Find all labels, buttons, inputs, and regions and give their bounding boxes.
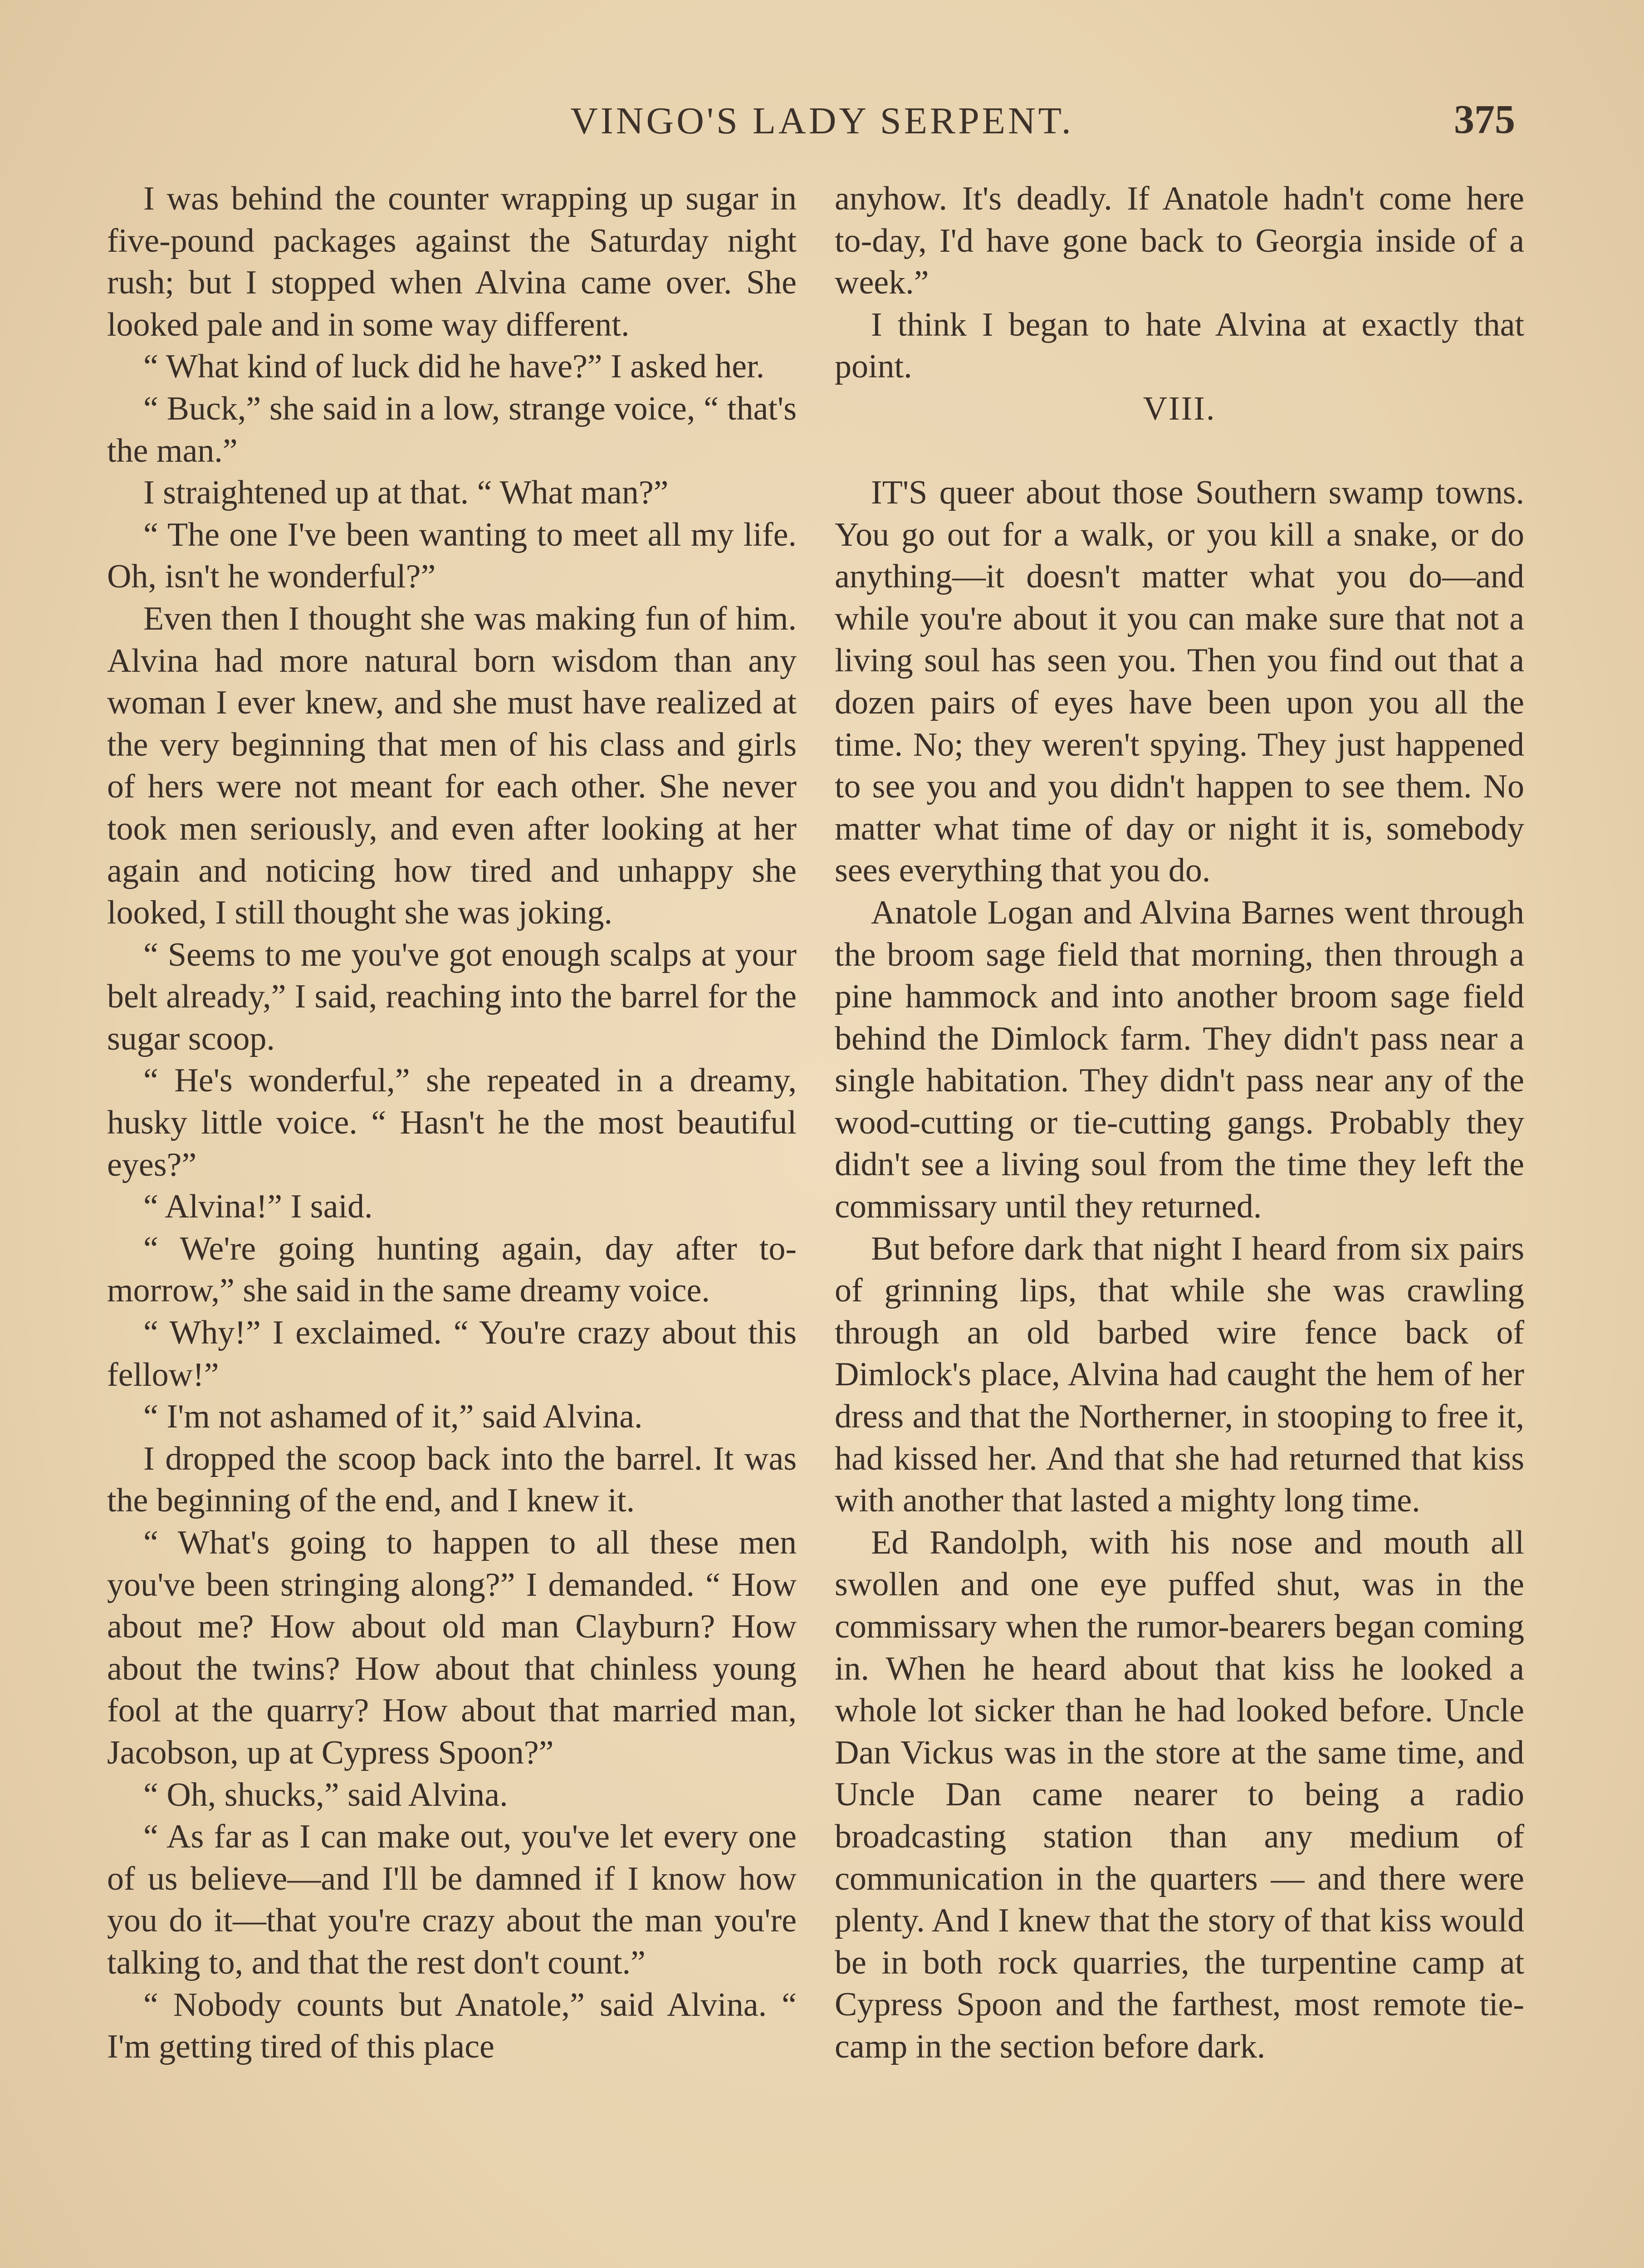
paragraph: “ We're going hunting again, day after to-morrow,” she said in the same dreamy voice. [107, 1230, 797, 1310]
paragraph: “ Why!” I exclaimed. “ You're crazy about this fellow!” [107, 1314, 797, 1393]
paragraph: “ Alvina!” I said. [143, 1188, 373, 1226]
paragraph: “ As far as I can make out, you've let every one of us believe—and I'll be damned if I know how you do it—that you're crazy about the man you're talking to, and that the rest don't count.” [107, 1818, 797, 1981]
page-number: 375 [1454, 97, 1515, 142]
paragraph: Anatole Logan and Alvina Barnes went through the broom sage field that morning, then through a pine hammock and into another broom sage field behind the Dimlock farm. They didn't pass near a single habitation. They didn't pass near any of the wood-cutting or tie-cutting gangs. Probably they didn't see a living soul from the time they left the commissary until they returned. [835, 894, 1524, 1226]
section-heading: VIII. [1143, 390, 1216, 427]
paragraph: “ Seems to me you've got enough scalps at your belt already,” I said, reaching into the barrel for the sugar scoop. [107, 936, 797, 1057]
paragraph: I think I began to hate Alvina at exactly that point. [835, 306, 1524, 386]
paragraph: But before dark that night I heard from six pairs of grinning lips, that while she was crawling through an old barbed wire fence back of Dimlock's place, Alvina had caught the hem of her dress and that the Northerner, in stooping to free it, had kissed her. And that she had returned that kiss with another that lasted a mighty long time. [835, 1230, 1524, 1520]
paragraph: Even then I thought she was making fun of him. Alvina had more natural born wisdom than any woman I ever knew, and she must have realized at the very beginning that men of his class and girls of hers were not meant for each other. She never took men seriously, and even after looking at her again and noticing how tired and unhappy she looked, I still thought she was joking. [107, 600, 797, 932]
paragraph-continuation: anyhow. It's deadly. If Anatole hadn't come here to-day, I'd have gone back to Georgia inside of a week.” [835, 180, 1524, 302]
paragraph: Ed Randolph, with his nose and mouth all swollen and one eye puffed shut, was in the commissary when the rumor-bearers began coming in. When he heard about that kiss he looked a whole lot sicker than he had looked before. Uncle Dan Vickus was in the store at the same time, and Uncle Dan came nearer to being a radio broadcasting station than any medium of communication in the quarters — and there were plenty. And I knew that the story of that kiss would be in both rock quarries, the turpentine camp at Cypress Spoon and the farthest, most remote tie-camp in the section before dark. [835, 1524, 1524, 2065]
left-column [107, 178, 797, 2068]
paragraph: I was behind the counter wrapping up sugar in five-pound packages against the Saturday night rush; but I stopped when Alvina came over. She looked pale and in some way different. [107, 180, 797, 343]
paragraph: I dropped the scoop back into the barrel. It was the beginning of the end, and I knew it. [107, 1440, 797, 1520]
paragraph: “ What's going to happen to all these men you've been stringing along?” I demanded. “ How about me? How about old man Clayburn? How about the twins? How about that chinless young fool at the quarry? How about that married man, Jacobson, up at Cypress Spoon?” [107, 1524, 797, 1771]
paragraph: “ I'm not ashamed of it,” said Alvina. [143, 1398, 643, 1436]
paragraph: IT'S queer about those Southern swamp towns. You go out for a walk, or you kill a snake, or do anything—it doesn't matter what you do—and while you're about it you can make sure that not a living soul has seen you. Then you find out that a dozen pairs of eyes have been upon you all the time. No; they weren't spying. They just happened to see you and you didn't happen to see them. No matter what time of day or night it is, somebody sees everything that you do. [835, 474, 1524, 890]
right-column [835, 178, 1524, 2068]
paragraph: I straightened up at that. “ What man?” [143, 474, 669, 512]
running-header-title: VINGO'S LADY SERPENT. [570, 100, 1074, 142]
paragraph: “ He's wonderful,” she repeated in a dreamy, husky little voice. “ Hasn't he the most beautiful eyes?” [107, 1062, 797, 1183]
paragraph: “ Oh, shucks,” said Alvina. [143, 1776, 508, 1813]
paragraph: “ What kind of luck did he have?” I asked her. [143, 348, 765, 386]
paragraph: “ The one I've been wanting to meet all my life. Oh, isn't he wonderful?” [107, 516, 797, 596]
paragraph: “ Nobody counts but Anatole,” said Alvina. “ I'm getting tired of this place [107, 1986, 797, 2066]
paragraph: “ Buck,” she said in a low, strange voice, “ that's the man.” [107, 390, 797, 469]
